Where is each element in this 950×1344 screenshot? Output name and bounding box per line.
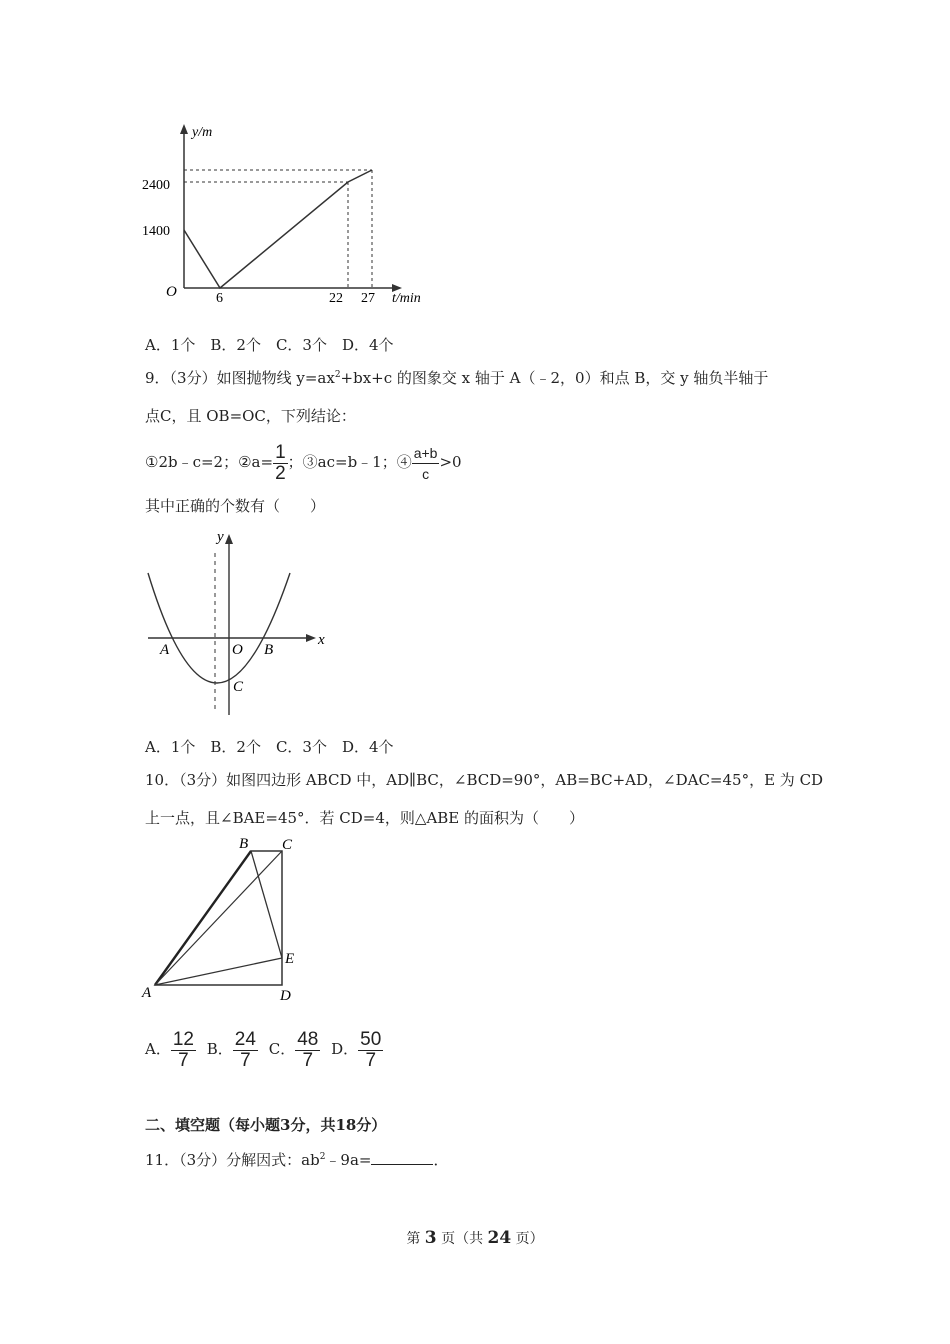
footer-pre: 第	[406, 1231, 425, 1247]
frac-den: 7	[178, 1049, 189, 1071]
q10-line1: 10．（3分）如图四边形 ABCD 中，AD∥BC，∠BCD=90°，AB=BC+AD，∠DAC=45°，E 为 CD	[145, 771, 824, 789]
answer-blank[interactable]	[371, 1150, 433, 1165]
q9-c3: >0	[439, 453, 462, 471]
q10-option-a	[145, 1026, 196, 1072]
y-tick-2400: 2400	[142, 178, 170, 193]
q9-line2: 点C，且 OB=OC，下列结论：	[145, 407, 356, 425]
frac-den: 7	[302, 1049, 314, 1071]
q10-options	[145, 1025, 389, 1071]
q11-sup: 2	[319, 1152, 326, 1162]
option-letter: C．	[268, 1040, 296, 1058]
point-a-label: A	[160, 642, 170, 658]
q11-end: ．	[433, 1151, 449, 1169]
option-letter: B．	[206, 1040, 233, 1058]
segment-ae	[155, 958, 282, 985]
y-axis-arrow	[180, 124, 188, 134]
fraction	[358, 1030, 383, 1071]
q10-option-b	[207, 1026, 258, 1072]
q10-line2: 上一点，且∠BAE=45°．若 CD=4，则△ABE 的面积为（ ）	[145, 809, 585, 827]
q9-line1-sup: 2	[334, 370, 341, 380]
q9-line1-pre: 9．（3分）如图抛物线 y=ax	[145, 369, 335, 387]
x-tick-22: 22	[329, 291, 343, 306]
fraction	[233, 1030, 258, 1071]
frac-num: 12	[172, 1028, 194, 1050]
distance-time-graph	[140, 118, 440, 308]
q9-line1	[145, 368, 768, 388]
x-axis-label: x	[318, 632, 325, 648]
point-d-label: D	[280, 988, 291, 1004]
q9-options: A．1个 B．2个 C．3个 D．4个	[145, 738, 394, 756]
x-axis-arrow	[306, 634, 316, 642]
q11-line	[145, 1150, 449, 1170]
footer-page-number: 3	[424, 1228, 437, 1248]
x-tick-27: 27	[361, 291, 375, 306]
graph-line	[184, 170, 372, 288]
fraction-one-half	[273, 443, 288, 484]
frac-num: 1	[275, 441, 286, 463]
point-e-label: E	[285, 951, 295, 967]
footer-total-pages: 24	[487, 1228, 512, 1248]
frac-num: 48	[297, 1028, 319, 1050]
q9-line1-post: +bx+c 的图象交 x 轴于 A（﹣2，0）和点 B，交 y 轴负半轴于	[340, 369, 769, 387]
frac-num: 24	[234, 1028, 256, 1050]
q11-post: ﹣9a=	[325, 1151, 372, 1169]
point-b-label: B	[264, 642, 274, 658]
q11-pre: 11．（3分）分解因式：ab	[145, 1151, 320, 1169]
frac-num: a+b	[412, 443, 440, 464]
point-c-label: C	[282, 837, 293, 853]
page-footer	[0, 1228, 950, 1249]
frac-den: 2	[275, 462, 286, 484]
q9-c2: ；③ac=b﹣1；④	[287, 453, 412, 471]
fraction	[295, 1030, 320, 1071]
x-tick-6: 6	[216, 291, 223, 306]
parabola-figure	[140, 525, 340, 720]
parabola-curve	[148, 573, 290, 683]
fraction-a-plus-b-over-c	[412, 443, 440, 484]
segment-ab	[155, 851, 251, 985]
q10-option-d	[331, 1026, 383, 1072]
section-title: 二、填空题（每小题3分，共18分）	[145, 1116, 387, 1134]
y-axis-label: y	[217, 529, 224, 545]
y-tick-1400: 1400	[142, 224, 170, 239]
quadrilateral-figure	[140, 834, 310, 1006]
point-b-label: B	[239, 836, 249, 852]
option-letter: A．	[145, 1040, 171, 1058]
y-axis-arrow	[225, 534, 233, 544]
q9-line4: 其中正确的个数有（ ）	[145, 497, 326, 515]
origin-label: O	[232, 642, 243, 658]
origin-label: O	[166, 284, 177, 300]
q9-conclusions	[145, 440, 462, 484]
y-axis-label: y/m	[192, 125, 213, 140]
frac-den: 7	[365, 1049, 377, 1071]
fraction	[171, 1030, 196, 1071]
point-c-label: C	[233, 679, 244, 695]
q8-options: A．1个 B．2个 C．3个 D．4个	[145, 336, 394, 354]
q9-c1: ①2b﹣c=2；②a=	[145, 453, 274, 471]
footer-post: 页）	[511, 1231, 544, 1247]
frac-den: c	[422, 465, 430, 482]
q10-option-c	[269, 1026, 321, 1072]
option-letter: D．	[331, 1040, 359, 1058]
point-a-label: A	[142, 985, 152, 1001]
footer-mid: 页（共	[436, 1231, 488, 1247]
frac-den: 7	[240, 1049, 251, 1071]
x-axis-label: t/min	[392, 291, 421, 306]
frac-num: 50	[360, 1028, 382, 1050]
segment-ac	[155, 851, 282, 985]
